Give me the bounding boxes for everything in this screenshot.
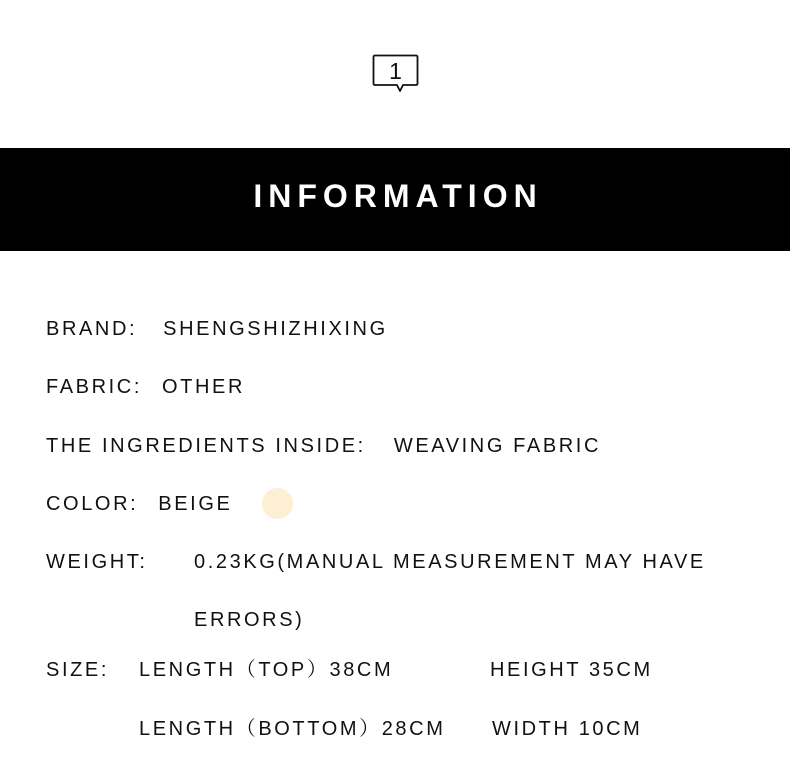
size-length-top: LENGTH（TOP）38CM	[139, 659, 394, 681]
size-label-row	[46, 658, 109, 682]
color-row	[46, 492, 232, 516]
fabric-label: FABRIC:	[46, 376, 142, 398]
size-length-bottom: LENGTH（BOTTOM）28CM	[139, 718, 446, 740]
brand-row	[46, 317, 388, 341]
weight-value-line2: ERRORS)	[194, 609, 305, 631]
page-title: INFORMATION	[253, 178, 543, 214]
ingredients-row	[46, 434, 601, 458]
ingredients-label: THE INGREDIENTS INSIDE:	[46, 435, 366, 457]
size-label: SIZE:	[46, 659, 110, 681]
ingredients-value: WEAVING FABRIC	[393, 435, 602, 457]
size-height: HEIGHT 35CM	[490, 659, 653, 681]
brand-value: SHENGSHIZHIXING	[163, 318, 388, 340]
header-banner	[0, 148, 790, 251]
fabric-value: OTHER	[162, 376, 245, 398]
color-value: BEIGE	[158, 493, 233, 515]
fabric-row	[46, 375, 245, 399]
weight-label-row	[46, 550, 148, 574]
size-width: WIDTH 10CM	[492, 718, 643, 740]
badge-number: 1	[389, 58, 402, 84]
number-badge-icon	[372, 54, 419, 94]
color-swatch	[262, 488, 293, 519]
brand-label: BRAND:	[46, 318, 138, 340]
color-label: COLOR:	[46, 493, 139, 515]
weight-value-line1: 0.23KG(MANUAL MEASUREMENT MAY HAVE	[194, 551, 706, 573]
weight-label: WEIGHT:	[46, 551, 148, 573]
